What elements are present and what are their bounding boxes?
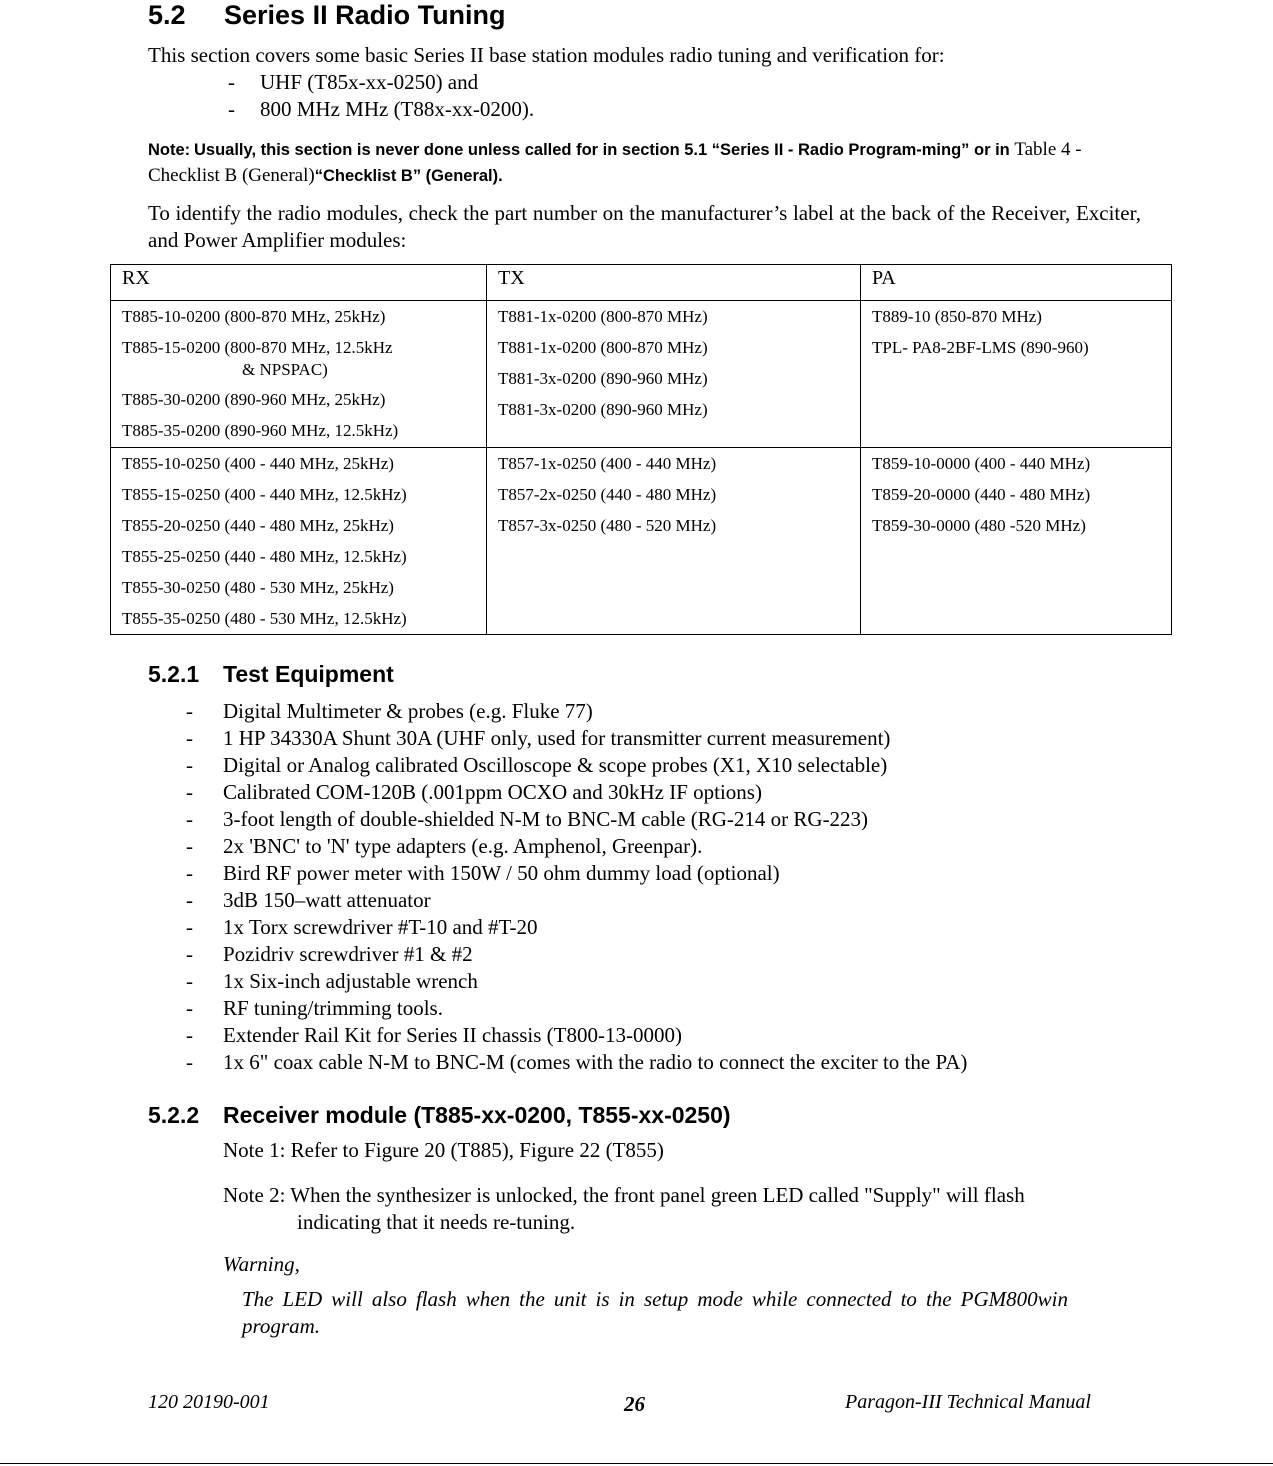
list-marker: - [186, 780, 193, 804]
subsection-heading-test-equipment [148, 660, 394, 688]
equipment-item-text: 1 HP 34330A Shunt 30A (UHF only, used for transmitter current measurement) [223, 726, 891, 750]
list-marker: - [186, 807, 193, 831]
list-marker: - [186, 834, 193, 858]
tx-cell: T857-1x-0250 (400 - 440 MHz) T857-2x-0250 (440 - 480 MHz) T857-3x-0250 (480 - 520 MHz) [487, 448, 861, 635]
equipment-item-text: 1x 6" coax cable N-M to BNC-M (comes with the radio to connect the exciter to the PA) [223, 1050, 968, 1074]
equipment-item-text: RF tuning/trimming tools. [223, 996, 443, 1020]
column-header-tx: TX [487, 265, 861, 301]
subsection-number: 5.2.1 [148, 661, 200, 687]
note-text: Usually, this section is never done unless called for in section 5.1 “Series II - Radio Program-ming” or in [194, 141, 1015, 159]
list-marker: - [186, 726, 193, 750]
rx-cell: T855-10-0250 (400 - 440 MHz, 25kHz) T855-15-0250 (400 - 440 MHz, 12.5kHz) T855-20-0250 (440 - 480 MHz, 25kHz) T855-25-0250 (440 - 480 MHz, 12.5kHz) T855-30-0250 (480 - 530 MHz, 25kHz) T855-35-0250 (480 - 530 MHz, 12.5kHz) [111, 448, 487, 635]
equipment-item-text: Bird RF power meter with 150W / 50 ohm dummy load (optional) [223, 861, 780, 885]
footer-page-number: 26 [624, 1392, 645, 1416]
equipment-item-text: 3dB 150–watt attenuator [223, 888, 431, 912]
list-item: - UHF (T85x-xx-0250) and [228, 70, 479, 94]
equipment-item-text: 1x Torx screwdriver #T-10 and #T-20 [223, 915, 538, 939]
list-item [186, 887, 967, 914]
list-marker: - [228, 70, 235, 94]
list-item [186, 1022, 967, 1049]
list-item [186, 1049, 967, 1076]
list-item: - 800 MHz MHz (T88x-xx-0200). [228, 97, 535, 121]
list-item [186, 806, 967, 833]
test-equipment-list [186, 698, 967, 1076]
equipment-item-text: Extender Rail Kit for Series II chassis (T800-13-0000) [223, 1023, 682, 1047]
subsection-title: Receiver module (T885-xx-0200, T855-xx-0250) [223, 1102, 731, 1128]
section-title: Series II Radio Tuning [224, 0, 506, 30]
list-item [186, 968, 967, 995]
list-marker: - [186, 969, 193, 993]
subsection-title: Test Equipment [223, 661, 394, 687]
pa-cell: T859-10-0000 (400 - 440 MHz) T859-20-0000 (440 - 480 MHz) T859-30-0000 (480 -520 MHz) [861, 448, 1172, 635]
list-marker: - [186, 699, 193, 723]
table-header-row [111, 265, 1172, 301]
list-item [186, 779, 967, 806]
table-row [111, 448, 1172, 635]
receiver-note-2: Note 2: When the synthesizer is unlocked, the front panel green LED called "Supply" will flash indicating that it needs re-tuning. [223, 1183, 1025, 1234]
list-item [186, 860, 967, 887]
list-item [186, 752, 967, 779]
equipment-item-text: Digital Multimeter & probes (e.g. Fluke 77) [223, 699, 593, 723]
intro-list [228, 69, 534, 123]
footer-divider [0, 1463, 1273, 1464]
section-heading [148, 0, 506, 30]
rx-cell: T885-10-0200 (800-870 MHz, 25kHz) T885-15-0200 (800-870 MHz, 12.5kHz & NPSPAC) T885-30-0200 (890-960 MHz, 25kHz) T885-35-0200 (890-960 MHz, 12.5kHz) [111, 301, 487, 448]
list-marker: - [186, 942, 193, 966]
note-label: Note: [148, 141, 191, 159]
equipment-item-text: Calibrated COM-120B (.001ppm OCXO and 30kHz IF options) [223, 780, 762, 804]
receiver-note-1: Note 1: Refer to Figure 20 (T885), Figure 22 (T855) [223, 1138, 664, 1162]
list-item [186, 698, 967, 725]
list-marker: - [186, 861, 193, 885]
footer-doc-number: 120 20190-001 [148, 1391, 270, 1413]
list-marker: - [186, 915, 193, 939]
list-item [186, 725, 967, 752]
column-header-rx: RX [111, 265, 487, 301]
note-block [148, 137, 1108, 189]
table-row [111, 301, 1172, 448]
equipment-item-text: 1x Six-inch adjustable wrench [223, 969, 478, 993]
list-marker: - [186, 1023, 193, 1047]
list-marker: - [186, 1050, 193, 1074]
equipment-item-text: Pozidriv screwdriver #1 & #2 [223, 942, 473, 966]
pa-cell: T889-10 (850-870 MHz) TPL- PA8-2BF-LMS (890-960) [861, 301, 1172, 448]
equipment-item-text: 2x 'BNC' to 'N' type adapters (e.g. Amphenol, Greenpar). [223, 834, 703, 858]
tx-cell: T881-1x-0200 (800-870 MHz) T881-1x-0200 (800-870 MHz) T881-3x-0200 (890-960 MHz) T881-3x-0200 (890-960 MHz) [487, 301, 861, 448]
equipment-item-text: 3-foot length of double-shielded N-M to BNC-M cable (RG-214 or RG-223) [223, 807, 869, 831]
equipment-item-text: Digital or Analog calibrated Oscilloscope & scope probes (X1, X10 selectable) [223, 753, 888, 777]
warning-text: The LED will also flash when the unit is in setup mode while connected to the PGM800win program. [242, 1287, 1068, 1338]
list-marker: - [186, 888, 193, 912]
warning-label: Warning, [223, 1252, 300, 1276]
subsection-number: 5.2.2 [148, 1102, 200, 1128]
list-marker: - [186, 996, 193, 1020]
list-item [186, 914, 967, 941]
column-header-pa: PA [861, 265, 1172, 301]
section-number: 5.2 [148, 0, 186, 30]
list-item [186, 833, 967, 860]
table-reference: Table 4 - Checklist B (General) [148, 139, 1082, 186]
list-item [186, 941, 967, 968]
footer-manual-title: Paragon-III Technical Manual [845, 1391, 1091, 1413]
note-text-end: “Checklist B” (General). [314, 167, 503, 185]
identify-paragraph: To identify the radio modules, check the part number on the manufacturer’s label at the back of the Receiver, Exciter, and Power Amplifier modules: [148, 201, 1141, 252]
subsection-heading-receiver [148, 1101, 731, 1129]
intro-paragraph: This section covers some basic Series II base station modules radio tuning and verification for: [148, 43, 945, 67]
list-marker: - [228, 97, 235, 121]
list-item [186, 995, 967, 1022]
list-marker: - [186, 753, 193, 777]
modules-table [110, 264, 1172, 635]
